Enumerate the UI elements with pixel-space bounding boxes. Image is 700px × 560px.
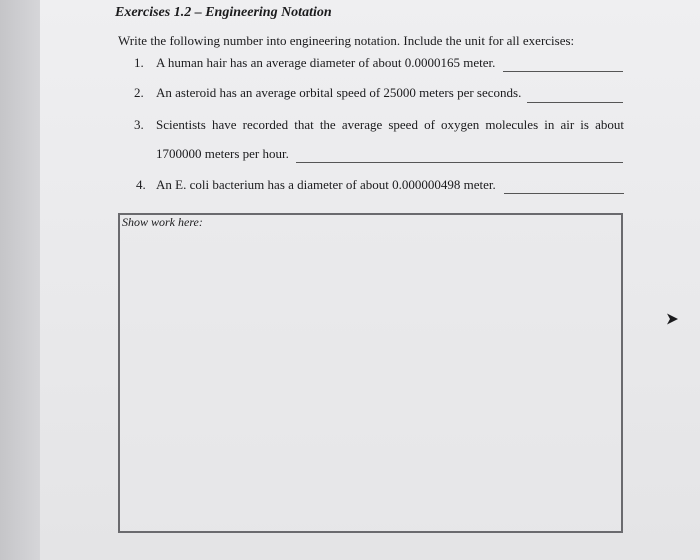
item-4-answer-line[interactable]: [504, 193, 624, 194]
item-1-answer-line[interactable]: [503, 71, 623, 72]
instructions-text: Write the following number into engineering notation. Include the unit for all exercises:: [118, 33, 575, 48]
item-1-number: 1.: [134, 55, 144, 70]
item-3-number: 3.: [134, 117, 144, 132]
worksheet-title: Exercises 1.2 – Engineering Notation: [115, 5, 332, 20]
show-work-label: Show work here:: [122, 215, 203, 229]
show-work-box[interactable]: [118, 213, 623, 533]
mouse-cursor-icon: [665, 312, 679, 326]
item-4-number: 4.: [136, 177, 146, 192]
item-1-text: A human hair has an average diameter of about 0.0000165 meter.: [156, 55, 496, 70]
item-4-text: An E. coli bacterium has a diameter of about 0.000000498 meter.: [156, 177, 496, 192]
background-strip: [0, 0, 40, 560]
item-3-continuation: 1700000 meters per hour.: [156, 146, 289, 161]
item-2-text: An asteroid has an average orbital speed of 25000 meters per seconds.: [156, 85, 522, 100]
item-3-answer-line[interactable]: [296, 162, 623, 163]
item-3-text: Scientists have recorded that the average speed of oxygen molecules in air is about: [156, 117, 624, 132]
item-2-answer-line[interactable]: [527, 102, 623, 103]
item-2-number: 2.: [134, 85, 144, 100]
